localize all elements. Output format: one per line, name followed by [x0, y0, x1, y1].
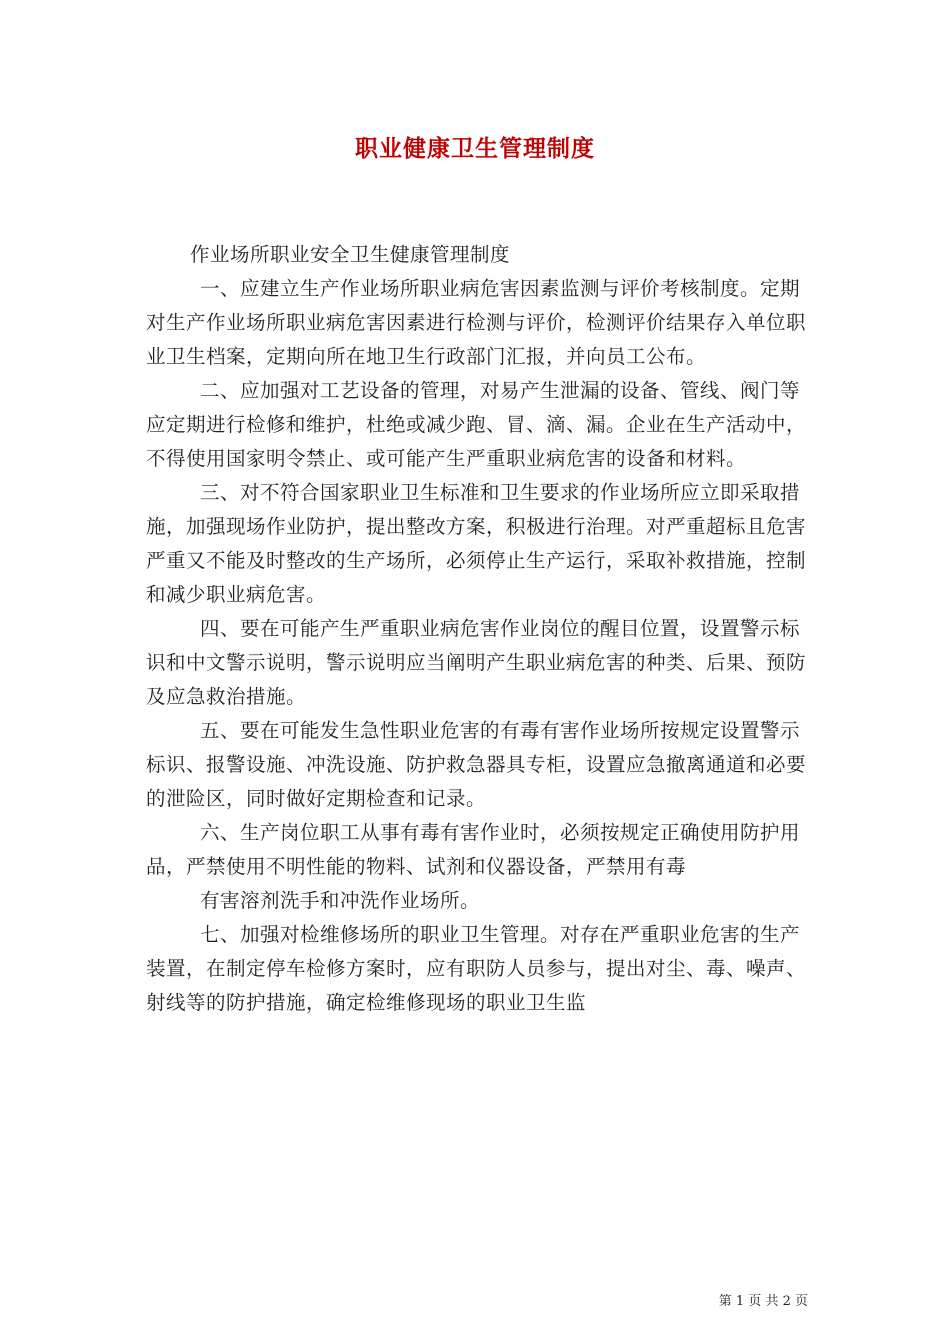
paragraph-1: 一、应建立生产作业场所职业病危害因素监测与评价考核制度。定期对生产作业场所职业病危害因素进行检测与评价，检测评价结果存入单位职业卫生档案，定期向所在地卫生行政部门汇报，并向员工公布。 — [146, 277, 807, 368]
page-title: 职业健康卫生管理制度 — [355, 135, 595, 162]
page-number: 第 1 页 共 2 页 — [718, 1294, 808, 1309]
paragraph-4: 四、要在可能产生严重职业病危害作业岗位的醒目位置，设置警示标识和中文警示说明，警示说明应当阐明产生职业病危害的种类、后果、预防及应急救治措施。 — [146, 617, 807, 708]
paragraph-7: 七、加强对检维修场所的职业卫生管理。对存在严重职业危害的生产装置，在制定停车检修方案时，应有职防人员参与，提出对尘、毒、噪声、射线等的防护措施，确定检维修现场的职业卫生监 — [146, 923, 807, 1014]
document-subtitle: 作业场所职业安全卫生健康管理制度 — [190, 243, 511, 266]
paragraph-6-continuation: 有害溶剂洗手和冲洗作业场所。 — [200, 889, 481, 912]
paragraph-5: 五、要在可能发生急性职业危害的有毒有害作业场所按规定设置警示标识、报警设施、冲洗设施、防护救急器具专柜，设置应急撤离通道和必要的泄险区，同时做好定期检查和记录。 — [146, 719, 807, 810]
paragraph-6: 六、生产岗位职工从事有毒有害作业时，必须按规定正确使用防护用品，严禁使用不明性能的物料、试剂和仪器设备，严禁用有毒 — [146, 821, 801, 878]
paragraph-2: 二、应加强对工艺设备的管理，对易产生泄漏的设备、管线、阀门等应定期进行检修和维护，杜绝或减少跑、冒、滴、漏。企业在生产活动中，不得使用国家明令禁止、或可能产生严重职业病危害的设备和材料。 — [146, 379, 807, 470]
paragraph-3: 三、对不符合国家职业卫生标准和卫生要求的作业场所应立即采取措施，加强现场作业防护，提出整改方案，积极进行治理。对严重超标且危害严重又不能及时整改的生产场所，必须停止生产运行，采取补救措施，控制和减少职业病危害。 — [146, 481, 807, 606]
document-body — [146, 238, 808, 1020]
